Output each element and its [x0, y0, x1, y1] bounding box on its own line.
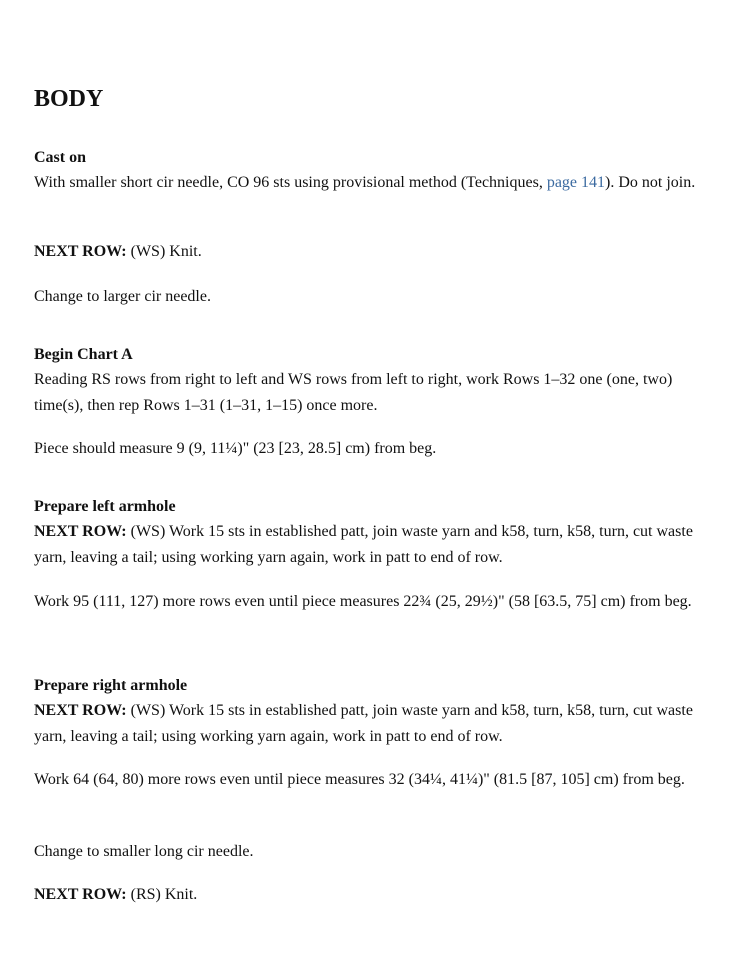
right-armhole-work: Work 64 (64, 80) more rows even until piece measures 32 (34¼, 41¼)" (81.5 [87, 105] cm) from beg.: [34, 771, 685, 788]
chart-a-measure: Piece should measure 9 (9, 11¼)" (23 [23, 28.5] cm) from beg.: [34, 440, 437, 457]
next-row-label: NEXT ROW:: [34, 702, 127, 719]
cast-on-text-after: ). Do not join.: [605, 174, 696, 191]
cast-on-text-before: With smaller short cir needle, CO 96 sts using provisional method (Techniques,: [34, 174, 547, 191]
right-armhole-heading: Prepare right armhole: [34, 677, 188, 694]
left-armhole-next-row: [34, 519, 718, 571]
page-link[interactable]: page 141: [546, 174, 606, 191]
next-row-text: (WS) Work 15 sts in established patt, join waste yarn and k58, turn, k58, turn, cut waste yarn, leaving a tail; using working yarn again, work in patt to end of row.: [34, 523, 693, 566]
change-long-needle-text: Change to smaller long cir needle.: [34, 843, 254, 860]
left-armhole-work: Work 95 (111, 127) more rows even until piece measures 22¾ (25, 29½)" (58 [63.5, 75] cm) from beg.: [34, 593, 692, 610]
change-needle-text: Change to larger cir needle.: [34, 288, 211, 305]
right-armhole-next-row: [34, 698, 718, 750]
section-title: BODY: [34, 86, 104, 112]
chart-a-paragraph: Reading RS rows from right to left and WS rows from left to right, work Rows 1–32 one (one, two) time(s), then rep Rows 1–31 (1–31, 1–15) once more.: [34, 371, 673, 414]
left-armhole-heading: Prepare left armhole: [34, 498, 176, 515]
next-row-text: (WS) Knit.: [126, 243, 202, 260]
next-row-text: (RS) Knit.: [126, 886, 198, 903]
final-next-row: [34, 882, 718, 908]
next-row-label: NEXT ROW:: [34, 243, 127, 260]
next-row-label: NEXT ROW:: [34, 886, 127, 903]
next-row-text: (WS) Work 15 sts in established patt, join waste yarn and k58, turn, k58, turn, cut waste yarn, leaving a tail; using working yarn again, work in patt to end of row.: [34, 702, 693, 745]
chart-a-heading: Begin Chart A: [34, 346, 133, 363]
cast-on-heading: Cast on: [34, 149, 87, 166]
next-row-label: NEXT ROW:: [34, 523, 127, 540]
cast-on-next-row: [34, 239, 718, 265]
cast-on-paragraph: [34, 170, 718, 196]
